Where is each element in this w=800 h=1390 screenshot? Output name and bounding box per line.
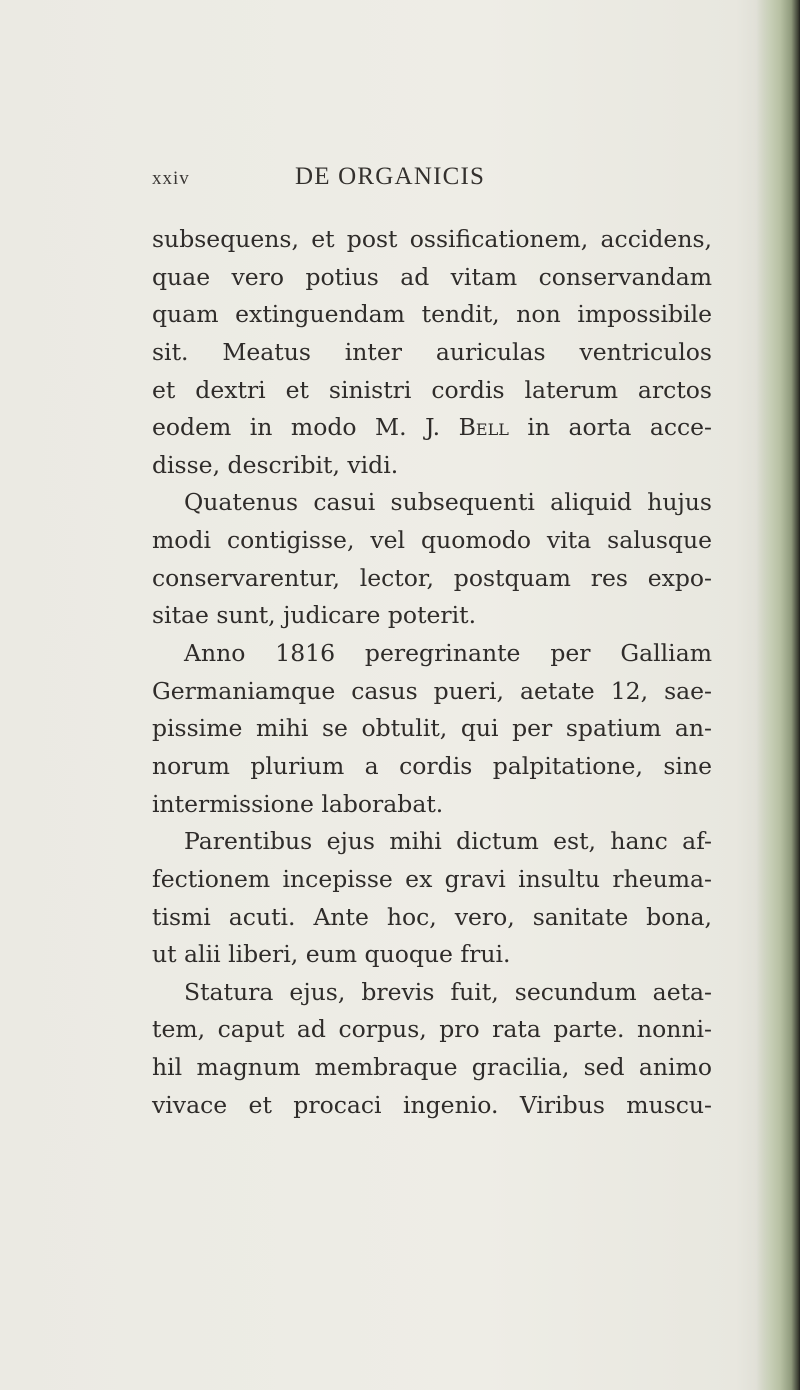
text-line-17: Parentibus ejus mihi dictum est, hanc af- bbox=[184, 827, 712, 856]
running-head bbox=[0, 163, 800, 208]
text-line-15: norum plurium a cordis palpitatione, sine bbox=[152, 751, 712, 780]
text-line-7: disse, describit, vidi. bbox=[152, 450, 399, 479]
text-line-14: pissime mihi se obtulit, qui per spatium an- bbox=[152, 714, 712, 743]
body-text bbox=[152, 221, 712, 1124]
text-line-4: sit. Meatus inter auriculas ventriculos bbox=[152, 337, 712, 366]
page-number: xxiv bbox=[152, 168, 190, 189]
text-line-6: eodem in modo M. J. Bell in aorta acce- bbox=[152, 413, 713, 442]
text-line-8: Quatenus casui subsequenti aliquid hujus bbox=[184, 488, 712, 517]
text-line-3: quam extinguendam tendit, non impossibile bbox=[152, 300, 712, 329]
text-line-10: conservarentur, lector, postquam res expo- bbox=[152, 563, 712, 592]
text-line-1: subsequens, et post ossificationem, accidens, bbox=[152, 225, 712, 253]
text-line-9: modi contigisse, vel quomodo vita salusque bbox=[152, 526, 712, 555]
text-line-2: quae vero potius ad vitam conservandam bbox=[152, 262, 712, 291]
text-line-23: hil magnum membraque gracilia, sed animo bbox=[152, 1053, 712, 1082]
text-line-11: sitae sunt, judicare poterit. bbox=[152, 601, 477, 630]
page-edge-shadow bbox=[756, 0, 800, 1390]
text-line-22: tem, caput ad corpus, pro rata parte. nonni- bbox=[152, 1015, 712, 1044]
running-title: DE ORGANICIS bbox=[295, 163, 486, 190]
text-line-24: vivace et procaci ingenio. Viribus muscu- bbox=[152, 1090, 712, 1119]
text-line-19: tismi acuti. Ante hoc, vero, sanitate bona, bbox=[152, 902, 712, 931]
author-name-small-caps: Bell bbox=[458, 413, 509, 442]
text-line-16: intermissione laborabat. bbox=[152, 789, 444, 818]
text-line-12: Anno 1816 peregrinante per Galliam bbox=[184, 639, 712, 668]
text-line-13: Germaniamque casus pueri, aetate 12, sae- bbox=[152, 676, 712, 705]
text-line-18: fectionem incepisse ex gravi insultu rheuma- bbox=[152, 864, 712, 893]
text-line-5: et dextri et sinistri cordis laterum arctos bbox=[152, 375, 712, 404]
text-line-21: Statura ejus, brevis fuit, secundum aeta- bbox=[184, 977, 712, 1006]
text-line-20: ut alii liberi, eum quoque frui. bbox=[152, 940, 511, 969]
